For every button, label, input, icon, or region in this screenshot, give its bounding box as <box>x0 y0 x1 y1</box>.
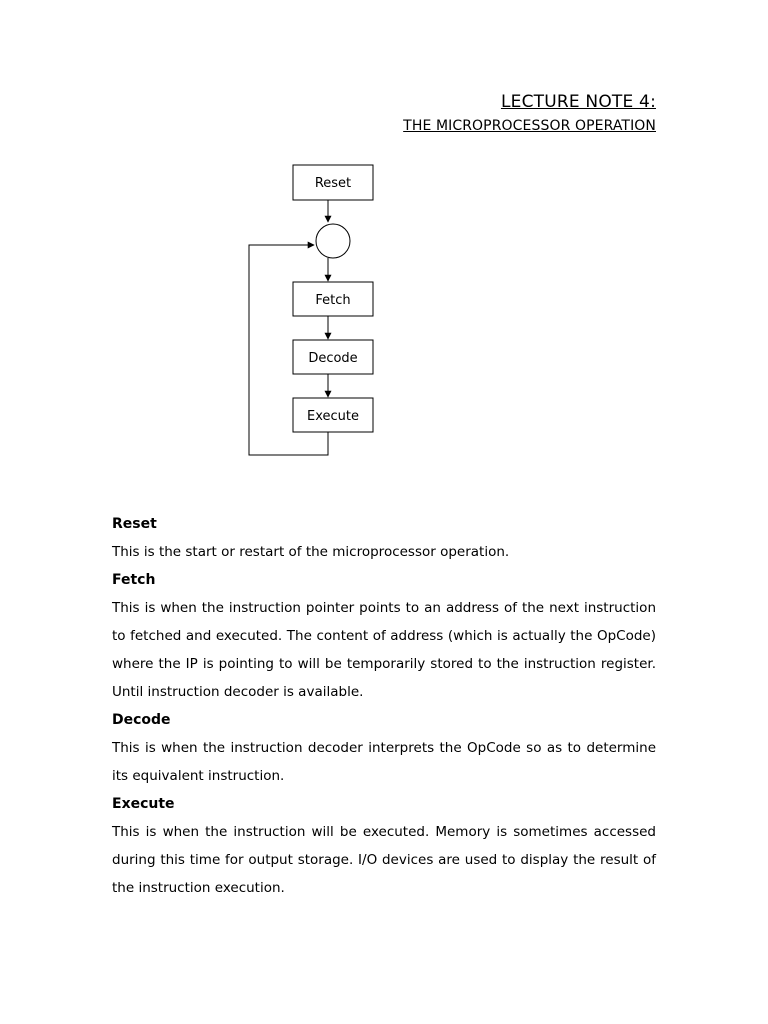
flowchart-junction <box>316 224 350 258</box>
flowchart-label-fetch: Fetch <box>315 293 351 308</box>
section-fetch <box>112 566 656 706</box>
section-decode <box>112 706 656 790</box>
section-heading: Execute <box>112 796 175 812</box>
notes-content <box>112 510 656 902</box>
section-execute <box>112 790 656 902</box>
section-text: This is when the instruction pointer points to an address of the next instruction to fetched and executed. The content of address (which is actually the OpCode) where the IP is pointing to will be temporarily stored to the instruction register. Until instruction decoder is available. <box>112 600 656 700</box>
page-title: LECTURE NOTE 4: <box>500 92 656 112</box>
section-reset <box>112 510 656 566</box>
flowchart-diagram <box>0 0 768 500</box>
section-text: This is the start or restart of the microprocessor operation. <box>112 544 510 560</box>
section-heading: Decode <box>112 712 171 728</box>
section-text: This is when the instruction decoder interprets the OpCode so as to determine its equivalent instruction. <box>112 740 656 784</box>
section-heading: Reset <box>112 516 157 532</box>
flowchart-node-decode <box>293 340 373 374</box>
section-text: This is when the instruction will be executed. Memory is sometimes accessed during this time for output storage. I/O devices are used to display the result of the instruction execution. <box>112 824 656 896</box>
flowchart-node-execute <box>293 398 373 432</box>
section-heading: Fetch <box>112 572 156 588</box>
page-subtitle: THE MICROPROCESSOR OPERATION <box>403 118 656 134</box>
flowchart-node-fetch <box>293 282 373 316</box>
flowchart-label-decode: Decode <box>308 351 358 366</box>
flowchart-node-reset <box>293 165 373 200</box>
flowchart-label-reset: Reset <box>314 176 352 191</box>
flowchart-label-execute: Execute <box>307 409 359 424</box>
